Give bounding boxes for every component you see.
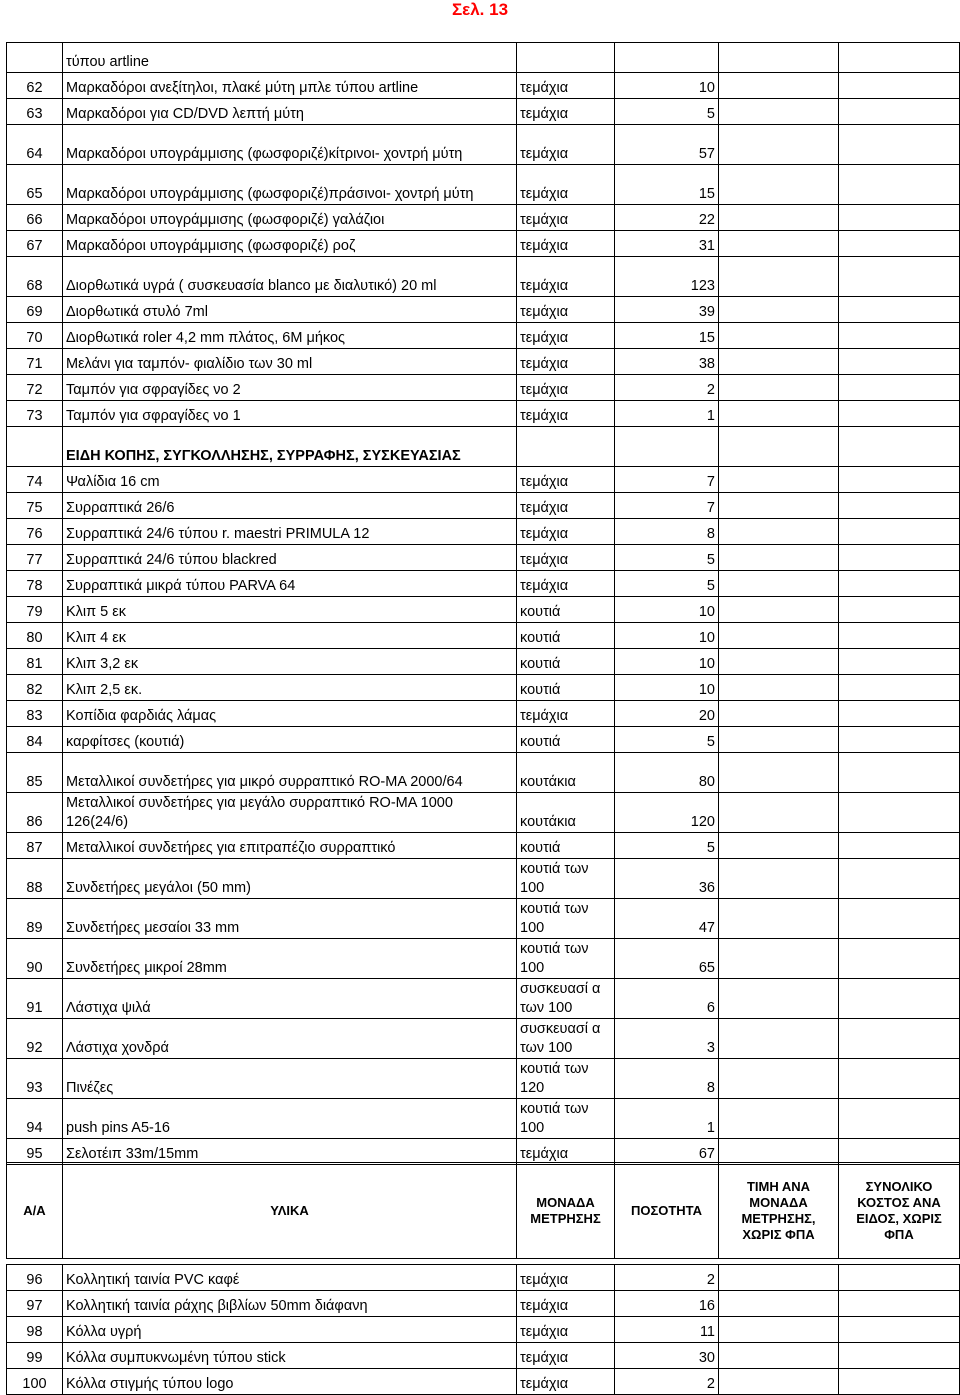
- table-row: [7, 701, 960, 727]
- item-unit: τεμάχια: [517, 73, 615, 99]
- item-unit: τεμάχια: [517, 375, 615, 401]
- item-description: Κλιπ 5 εκ: [63, 597, 517, 623]
- item-unit-price: [719, 467, 839, 493]
- item-number: 82: [7, 675, 63, 701]
- item-quantity: 65: [615, 939, 719, 979]
- item-description: Ψαλίδια 16 cm: [63, 467, 517, 493]
- item-unit: κουτιά: [517, 727, 615, 753]
- item-unit-price: [719, 493, 839, 519]
- item-total-cost: [839, 649, 960, 675]
- item-total-cost: [839, 1059, 960, 1099]
- item-unit-price: [719, 205, 839, 231]
- item-number: 79: [7, 597, 63, 623]
- item-unit: τεμάχια: [517, 545, 615, 571]
- item-number: 66: [7, 205, 63, 231]
- item-quantity: 10: [615, 649, 719, 675]
- table-row: [7, 545, 960, 571]
- item-unit-price: [719, 1291, 839, 1317]
- item-unit-price: [719, 649, 839, 675]
- item-description: Διορθωτικά roler 4,2 mm πλάτος, 6Μ μήκος: [63, 323, 517, 349]
- item-description: καρφίτσες (κουτιά): [63, 727, 517, 753]
- item-total-cost: [839, 675, 960, 701]
- item-total-cost: [839, 979, 960, 1019]
- item-unit: κουτιά: [517, 675, 615, 701]
- item-total-cost: [839, 571, 960, 597]
- item-quantity: 31: [615, 231, 719, 257]
- item-unit: τεμάχια: [517, 99, 615, 125]
- item-unit-price: [719, 349, 839, 375]
- page-header: [0, 0, 960, 26]
- item-description: Μαρκαδόροι ανεξίτηλοι, πλακέ μύτη μπλε τύπου artline: [63, 73, 517, 99]
- item-quantity: 10: [615, 597, 719, 623]
- table-row: [7, 1099, 960, 1139]
- table-row: [7, 1291, 960, 1317]
- item-quantity: 10: [615, 623, 719, 649]
- item-description: Κλιπ 4 εκ: [63, 623, 517, 649]
- table-row: [7, 125, 960, 165]
- item-number: 99: [7, 1343, 63, 1369]
- item-quantity: 120: [615, 793, 719, 833]
- item-number: 73: [7, 401, 63, 427]
- item-quantity: 2: [615, 1265, 719, 1291]
- table-row: [7, 899, 960, 939]
- item-number: 98: [7, 1317, 63, 1343]
- item-unit-price: [719, 753, 839, 793]
- item-unit: τεμάχια: [517, 1265, 615, 1291]
- item-quantity: [615, 427, 719, 467]
- table-row: [7, 401, 960, 427]
- item-total-cost: [839, 231, 960, 257]
- table-row: [7, 859, 960, 899]
- item-total-cost: [839, 899, 960, 939]
- item-unit: κουτιά των 120: [517, 1059, 615, 1099]
- item-total-cost: [839, 753, 960, 793]
- item-number: 70: [7, 323, 63, 349]
- table-row: [7, 649, 960, 675]
- item-quantity: 11: [615, 1317, 719, 1343]
- table-row: [7, 1139, 960, 1165]
- item-number: 80: [7, 623, 63, 649]
- item-quantity: 10: [615, 675, 719, 701]
- item-unit: τεμάχια: [517, 1291, 615, 1317]
- header-unit: ΜΟΝΑΔΑ ΜΕΤΡΗΣΗΣ: [517, 1163, 615, 1259]
- item-number: 65: [7, 165, 63, 205]
- item-total-cost: [839, 99, 960, 125]
- item-unit: κουτάκια: [517, 753, 615, 793]
- table-row: [7, 1343, 960, 1369]
- table-row: [7, 727, 960, 753]
- item-quantity: 3: [615, 1019, 719, 1059]
- item-number: 96: [7, 1265, 63, 1291]
- item-unit-price: [719, 833, 839, 859]
- item-number: 72: [7, 375, 63, 401]
- item-number: 85: [7, 753, 63, 793]
- item-quantity: 1: [615, 401, 719, 427]
- item-number: 93: [7, 1059, 63, 1099]
- table-row: [7, 939, 960, 979]
- item-total-cost: [839, 1139, 960, 1165]
- item-unit-price: [719, 125, 839, 165]
- item-unit-price: [719, 427, 839, 467]
- item-unit: τεμάχια: [517, 1317, 615, 1343]
- item-quantity: 20: [615, 701, 719, 727]
- item-unit: τεμάχια: [517, 493, 615, 519]
- item-description: Μεταλλικοί συνδετήρες για επιτραπέζιο συρραπτικό: [63, 833, 517, 859]
- item-description: Μαρκαδόροι για CD/DVD λεπτή μύτη: [63, 99, 517, 125]
- item-unit: κουτιά: [517, 649, 615, 675]
- item-total-cost: [839, 1369, 960, 1395]
- item-number: 76: [7, 519, 63, 545]
- item-unit-price: [719, 1343, 839, 1369]
- item-total-cost: [839, 401, 960, 427]
- item-total-cost: [839, 125, 960, 165]
- item-total-cost: [839, 1265, 960, 1291]
- item-unit: [517, 43, 615, 73]
- item-unit-price: [719, 1059, 839, 1099]
- item-number: 95: [7, 1139, 63, 1165]
- item-description: Συνδετήρες μεσαίοι 33 mm: [63, 899, 517, 939]
- item-number: 100: [7, 1369, 63, 1395]
- item-number: 69: [7, 297, 63, 323]
- item-unit-price: [719, 859, 839, 899]
- item-unit: τεμάχια: [517, 1369, 615, 1395]
- item-number: 74: [7, 467, 63, 493]
- item-quantity: 16: [615, 1291, 719, 1317]
- item-unit-price: [719, 545, 839, 571]
- items-table-top: [6, 42, 960, 1165]
- item-unit-price: [719, 1317, 839, 1343]
- table-row: [7, 1265, 960, 1291]
- item-number: 92: [7, 1019, 63, 1059]
- table-row: [7, 297, 960, 323]
- item-unit: τεμάχια: [517, 297, 615, 323]
- column-header-table: [6, 1162, 960, 1259]
- table-row: [7, 793, 960, 833]
- item-description: Συρραπτικά 24/6 τύπου r. maestri PRIMULA 12: [63, 519, 517, 545]
- item-description: Μεταλλικοί συνδετήρες για μεγάλο συρραπτικό RO-MA 1000 126(24/6): [63, 793, 517, 833]
- item-unit-price: [719, 1369, 839, 1395]
- item-number: 64: [7, 125, 63, 165]
- item-unit-price: [719, 73, 839, 99]
- item-unit: τεμάχια: [517, 401, 615, 427]
- item-unit-price: [719, 99, 839, 125]
- item-unit: κουτιά: [517, 623, 615, 649]
- item-unit-price: [719, 675, 839, 701]
- item-unit: συσκευασί α των 100: [517, 979, 615, 1019]
- table-row: [7, 1317, 960, 1343]
- item-number: 83: [7, 701, 63, 727]
- item-total-cost: [839, 727, 960, 753]
- table-row: [7, 99, 960, 125]
- item-number: 78: [7, 571, 63, 597]
- item-total-cost: [839, 623, 960, 649]
- item-unit: κουτιά των 100: [517, 899, 615, 939]
- table-row: [7, 1369, 960, 1395]
- item-description: Μαρκαδόροι υπογράμμισης (φωσφοριζέ) γαλάζιοι: [63, 205, 517, 231]
- item-unit-price: [719, 257, 839, 297]
- item-unit-price: [719, 793, 839, 833]
- item-unit-price: [719, 231, 839, 257]
- item-total-cost: [839, 73, 960, 99]
- item-description: Συρραπτικά 24/6 τύπου blackred: [63, 545, 517, 571]
- table-row: [7, 323, 960, 349]
- header-items: ΥΛΙΚΑ: [63, 1163, 517, 1259]
- item-number: 97: [7, 1291, 63, 1317]
- item-quantity: 22: [615, 205, 719, 231]
- item-unit: τεμάχια: [517, 571, 615, 597]
- item-total-cost: [839, 545, 960, 571]
- table-row: [7, 571, 960, 597]
- item-description: push pins A5-16: [63, 1099, 517, 1139]
- item-number: 87: [7, 833, 63, 859]
- item-total-cost: [839, 43, 960, 73]
- item-quantity: 5: [615, 545, 719, 571]
- header-total-cost: ΣΥΝΟΛΙΚΟ ΚΟΣΤΟΣ ΑΝΑ ΕΙΔΟΣ, ΧΩΡΙΣ ΦΠΑ: [839, 1163, 960, 1259]
- item-number: 84: [7, 727, 63, 753]
- item-description: Συρραπτικά μικρά τύπου PARVA 64: [63, 571, 517, 597]
- table-row: [7, 1019, 960, 1059]
- item-unit-price: [719, 727, 839, 753]
- item-quantity: 47: [615, 899, 719, 939]
- item-quantity: 38: [615, 349, 719, 375]
- table-row: [7, 493, 960, 519]
- table-row: [7, 1059, 960, 1099]
- item-number: 88: [7, 859, 63, 899]
- item-description: Κόλλα υγρή: [63, 1317, 517, 1343]
- item-total-cost: [839, 859, 960, 899]
- item-description: Διορθωτικά υγρά ( συσκευασία blanco με διαλυτικό) 20 ml: [63, 257, 517, 297]
- item-number: 77: [7, 545, 63, 571]
- header-unit-price: ΤΙΜΗ ΑΝΑ ΜΟΝΑΔΑ ΜΕΤΡΗΣΗΣ, ΧΩΡΙΣ ΦΠΑ: [719, 1163, 839, 1259]
- item-total-cost: [839, 1019, 960, 1059]
- item-unit: [517, 427, 615, 467]
- item-unit: τεμάχια: [517, 1343, 615, 1369]
- table-row: [7, 833, 960, 859]
- item-unit-price: [719, 519, 839, 545]
- item-quantity: 5: [615, 833, 719, 859]
- item-total-cost: [839, 1343, 960, 1369]
- item-description: Μαρκαδόροι υπογράμμισης (φωσφοριζέ)πράσινοι- χοντρή μύτη: [63, 165, 517, 205]
- item-quantity: 67: [615, 1139, 719, 1165]
- table-row: [7, 467, 960, 493]
- item-quantity: [615, 43, 719, 73]
- item-total-cost: [839, 205, 960, 231]
- item-unit-price: [719, 401, 839, 427]
- table-row: [7, 597, 960, 623]
- table-row: [7, 753, 960, 793]
- item-number: 89: [7, 899, 63, 939]
- item-description: Συνδετήρες μικροί 28mm: [63, 939, 517, 979]
- item-unit: τεμάχια: [517, 257, 615, 297]
- table-row: [7, 231, 960, 257]
- item-unit: τεμάχια: [517, 519, 615, 545]
- item-unit: τεμάχια: [517, 467, 615, 493]
- table-row: [7, 205, 960, 231]
- item-total-cost: [839, 1099, 960, 1139]
- item-unit-price: [719, 899, 839, 939]
- item-quantity: 6: [615, 979, 719, 1019]
- item-total-cost: [839, 427, 960, 467]
- item-description: Κολλητική ταινία ράχης βιβλίων 50mm διάφανη: [63, 1291, 517, 1317]
- item-description: Κόλλα συμπυκνωμένη τύπου stick: [63, 1343, 517, 1369]
- item-description: Λάστιχα ψιλά: [63, 979, 517, 1019]
- item-unit: κουτιά των 100: [517, 1099, 615, 1139]
- table-row: [7, 675, 960, 701]
- item-description: Συνδετήρες μεγάλοι (50 mm): [63, 859, 517, 899]
- item-quantity: 80: [615, 753, 719, 793]
- item-total-cost: [839, 701, 960, 727]
- item-quantity: 8: [615, 519, 719, 545]
- item-total-cost: [839, 519, 960, 545]
- items-table-bottom: [6, 1264, 960, 1395]
- header-aa: Α/Α: [7, 1163, 63, 1259]
- item-quantity: 15: [615, 165, 719, 205]
- table-row: [7, 349, 960, 375]
- item-total-cost: [839, 597, 960, 623]
- item-unit-price: [719, 1265, 839, 1291]
- item-unit: τεμάχια: [517, 205, 615, 231]
- item-description: Κόλλα στιγμής τύπου logo: [63, 1369, 517, 1395]
- item-total-cost: [839, 793, 960, 833]
- item-quantity: 2: [615, 1369, 719, 1395]
- item-number: 63: [7, 99, 63, 125]
- item-unit: τεμάχια: [517, 231, 615, 257]
- item-number: 91: [7, 979, 63, 1019]
- table-row: [7, 519, 960, 545]
- item-quantity: 5: [615, 99, 719, 125]
- item-number: 68: [7, 257, 63, 297]
- item-number: 75: [7, 493, 63, 519]
- item-unit: τεμάχια: [517, 165, 615, 205]
- item-description: Κλιπ 2,5 εκ.: [63, 675, 517, 701]
- item-number: 67: [7, 231, 63, 257]
- item-total-cost: [839, 257, 960, 297]
- item-quantity: 8: [615, 1059, 719, 1099]
- item-quantity: 7: [615, 493, 719, 519]
- item-quantity: 123: [615, 257, 719, 297]
- item-description: Συρραπτικά 26/6: [63, 493, 517, 519]
- item-total-cost: [839, 493, 960, 519]
- item-quantity: 10: [615, 73, 719, 99]
- item-number: 71: [7, 349, 63, 375]
- page-number: Σελ. 13: [451, 0, 509, 19]
- item-number: 90: [7, 939, 63, 979]
- item-description: ΕΙΔΗ ΚΟΠΗΣ, ΣΥΓΚΟΛΛΗΣΗΣ, ΣΥΡΡΑΦΗΣ, ΣΥΣΚΕΥΑΣΙΑΣ: [63, 427, 517, 467]
- item-quantity: 39: [615, 297, 719, 323]
- item-unit: κουτιά: [517, 833, 615, 859]
- item-total-cost: [839, 349, 960, 375]
- table-row: [7, 979, 960, 1019]
- item-description: Σελοτέιπ 33m/15mm: [63, 1139, 517, 1165]
- item-description: Μεταλλικοί συνδετήρες για μικρό συρραπτικό RO-MA 2000/64: [63, 753, 517, 793]
- item-quantity: 36: [615, 859, 719, 899]
- item-quantity: 30: [615, 1343, 719, 1369]
- item-unit-price: [719, 571, 839, 597]
- item-quantity: 15: [615, 323, 719, 349]
- item-total-cost: [839, 467, 960, 493]
- item-unit: τεμάχια: [517, 1139, 615, 1165]
- item-quantity: 57: [615, 125, 719, 165]
- item-unit-price: [719, 165, 839, 205]
- item-description: Ταμπόν για σφραγίδες νο 1: [63, 401, 517, 427]
- item-quantity: 7: [615, 467, 719, 493]
- item-unit-price: [719, 979, 839, 1019]
- item-description: Μαρκαδόροι υπογράμμισης (φωσφοριζέ) ροζ: [63, 231, 517, 257]
- item-unit-price: [719, 939, 839, 979]
- item-description: τύπου artline: [63, 43, 517, 73]
- item-quantity: 1: [615, 1099, 719, 1139]
- item-unit: τεμάχια: [517, 701, 615, 727]
- item-unit-price: [719, 1099, 839, 1139]
- item-description: Λάστιχα χονδρά: [63, 1019, 517, 1059]
- item-number: 86: [7, 793, 63, 833]
- item-description: Πινέζες: [63, 1059, 517, 1099]
- item-unit-price: [719, 375, 839, 401]
- item-unit-price: [719, 623, 839, 649]
- item-description: Μαρκαδόροι υπογράμμισης (φωσφοριζέ)κίτρινοι- χοντρή μύτη: [63, 125, 517, 165]
- item-quantity: 5: [615, 571, 719, 597]
- item-unit: τεμάχια: [517, 349, 615, 375]
- item-description: Κλιπ 3,2 εκ: [63, 649, 517, 675]
- table-row: [7, 43, 960, 73]
- table-row: [7, 623, 960, 649]
- table-row: [7, 375, 960, 401]
- item-description: Διορθωτικά στυλό 7ml: [63, 297, 517, 323]
- item-total-cost: [839, 297, 960, 323]
- item-total-cost: [839, 375, 960, 401]
- item-total-cost: [839, 165, 960, 205]
- item-number: [7, 427, 63, 467]
- item-total-cost: [839, 1291, 960, 1317]
- header-quantity: ΠΟΣΟΤΗΤΑ: [615, 1163, 719, 1259]
- column-header-row: [7, 1163, 960, 1259]
- item-unit: κουτάκια: [517, 793, 615, 833]
- item-number: [7, 43, 63, 73]
- table-row: [7, 427, 960, 467]
- item-unit-price: [719, 323, 839, 349]
- item-unit-price: [719, 1019, 839, 1059]
- item-total-cost: [839, 939, 960, 979]
- item-unit: τεμάχια: [517, 323, 615, 349]
- item-unit-price: [719, 1139, 839, 1165]
- item-number: 81: [7, 649, 63, 675]
- item-total-cost: [839, 323, 960, 349]
- item-unit: τεμάχια: [517, 125, 615, 165]
- item-description: Κοπίδια φαρδιάς λάμας: [63, 701, 517, 727]
- item-unit-price: [719, 597, 839, 623]
- item-total-cost: [839, 833, 960, 859]
- item-unit: κουτιά: [517, 597, 615, 623]
- table-row: [7, 165, 960, 205]
- table-row: [7, 257, 960, 297]
- item-total-cost: [839, 1317, 960, 1343]
- item-unit-price: [719, 43, 839, 73]
- item-quantity: 5: [615, 727, 719, 753]
- item-unit: συσκευασί α των 100: [517, 1019, 615, 1059]
- table-row: [7, 73, 960, 99]
- item-description: Μελάνι για ταμπόν- φιαλίδιο των 30 ml: [63, 349, 517, 375]
- item-unit: κουτιά των 100: [517, 939, 615, 979]
- item-number: 94: [7, 1099, 63, 1139]
- item-unit-price: [719, 701, 839, 727]
- item-quantity: 2: [615, 375, 719, 401]
- item-unit-price: [719, 297, 839, 323]
- item-description: Ταμπόν για σφραγίδες νο 2: [63, 375, 517, 401]
- item-number: 62: [7, 73, 63, 99]
- item-description: Κολλητική ταινία PVC καφέ: [63, 1265, 517, 1291]
- item-unit: κουτιά των 100: [517, 859, 615, 899]
